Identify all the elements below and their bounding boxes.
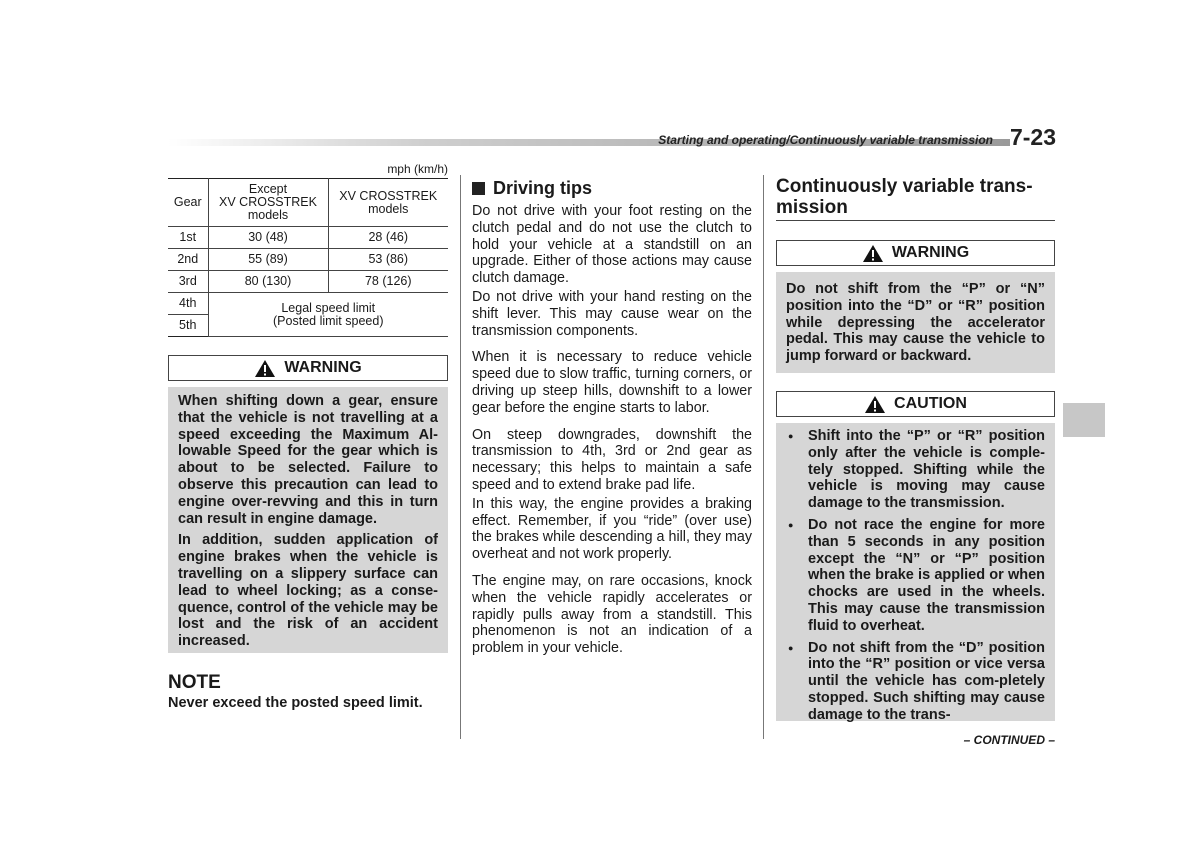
table-units: mph (km/h) <box>387 162 448 176</box>
table-cell: 5th <box>168 315 208 337</box>
caution-icon <box>864 395 886 414</box>
cvt-heading: Continuously variable trans-mission <box>776 176 1055 221</box>
table-cell: 3rd <box>168 271 208 293</box>
warning-icon <box>254 359 276 378</box>
caution-box-body <box>776 423 1055 721</box>
table-cell: 55 (89) <box>208 249 328 271</box>
table-header: Gear <box>168 179 208 227</box>
table-cell: Legal speed limit (Posted limit speed) <box>208 293 448 337</box>
driving-tips-title: Driving tips <box>493 178 593 198</box>
paragraph: In this way, the engine provides a braking effect. Remember, if you “ride” (over use) the brakes while descending a hill, they may overheat and not work properly. <box>472 495 752 563</box>
table-cell: 1st <box>168 227 208 249</box>
caution-label: CAUTION <box>894 395 967 412</box>
column-divider <box>460 175 461 739</box>
warning-box-title <box>168 355 448 381</box>
table-cell: 78 (126) <box>328 271 448 293</box>
table-cell: 4th <box>168 293 208 315</box>
chapter-tab <box>1063 403 1105 437</box>
section-title: Starting and operating/Continuously variable transmission <box>658 133 993 147</box>
warning-paragraph: In addition, sudden application of engine brakes when the vehicle is travelling on a slippery surface can lead to wheel locking; as a conse-quence, control of the vehicle may be lost and the risk of an accident increased. <box>178 532 438 650</box>
caution-item: ● Do not race the engine for more than 5 seconds in any position except the “N” or “P” position when the brake is applied or when chocks are used in the wheels. This may cause the transmission fluid to overheat. <box>786 517 1045 635</box>
driving-tips-heading <box>472 178 592 199</box>
driving-tips-body <box>472 203 752 659</box>
caution-item: ● Shift into the “P” or “R” position only after the vehicle is comple-tely stopped. Shifting while the vehicle is moving may cause damage to the transmission. <box>786 428 1045 512</box>
warning-paragraph: Do not shift from the “P” or “N” position into the “D” or “R” position while depressing the accelerator pedal. This may cause the vehicle to jump forward or backward. <box>786 281 1045 365</box>
table-header: Except XV CROSSTREK models <box>208 179 328 227</box>
paragraph: On steep downgrades, downshift the transmission to 4th, 3rd or 2nd gear as necessary; this helps to maintain a safe speed and to extend brake pad life. <box>472 426 752 493</box>
note-title: NOTE <box>168 672 221 693</box>
paragraph: When it is necessary to reduce vehicle speed due to slow traffic, turning corners, or driving up steep hills, downshift to a lower gear before the engine starts to labor. <box>472 349 752 416</box>
warning-box-title <box>776 240 1055 266</box>
max-speed-table <box>168 178 448 337</box>
paragraph: Do not drive with your hand resting on the shift lever. This may cause wear on the transmission components. <box>472 288 752 339</box>
continued-label: – CONTINUED – <box>963 733 1055 747</box>
warning-box-body <box>168 387 448 653</box>
square-bullet-icon <box>472 182 485 195</box>
paragraph: Do not drive with your foot resting on the clutch pedal and do not use the clutch to hold your vehicle at a standstill on an upgrade. Either of those actions may cause clutch damage. <box>472 203 752 287</box>
table-cell: 53 (86) <box>328 249 448 271</box>
table-cell: 2nd <box>168 249 208 271</box>
caution-box-title <box>776 391 1055 417</box>
table-cell: 80 (130) <box>208 271 328 293</box>
warning-label: WARNING <box>284 359 362 376</box>
warning-label: WARNING <box>891 244 970 261</box>
note-text: Never exceed the posted speed limit. <box>168 695 423 711</box>
caution-item: ● Do not shift from the “D” position into the “R” position or vice versa until the vehicle has com-pletely stopped. Such shifting may cause damage to the trans- <box>786 640 1045 724</box>
paragraph: The engine may, on rare occasions, knock when the vehicle rapidly accelerates or rapidly pulls away from a standstill. This phenomenon is not an indication of a problem in your vehicle. <box>472 572 752 657</box>
warning-paragraph: When shifting down a gear, ensure that the vehicle is not travelling at a speed exceeding the Maximum Al-lowable Speed for the gear which is about to be selected. Failure to observe this precaution can lead to engine over-revving and this in turn can result in engine damage. <box>178 393 438 527</box>
table-cell: 30 (48) <box>208 227 328 249</box>
column-divider <box>763 175 764 739</box>
warning-box-body <box>776 272 1055 373</box>
table-header: XV CROSSTREK models <box>328 179 448 227</box>
warning-icon <box>862 244 884 263</box>
table-cell: 28 (46) <box>328 227 448 249</box>
page-number: 7-23 <box>1009 124 1056 150</box>
